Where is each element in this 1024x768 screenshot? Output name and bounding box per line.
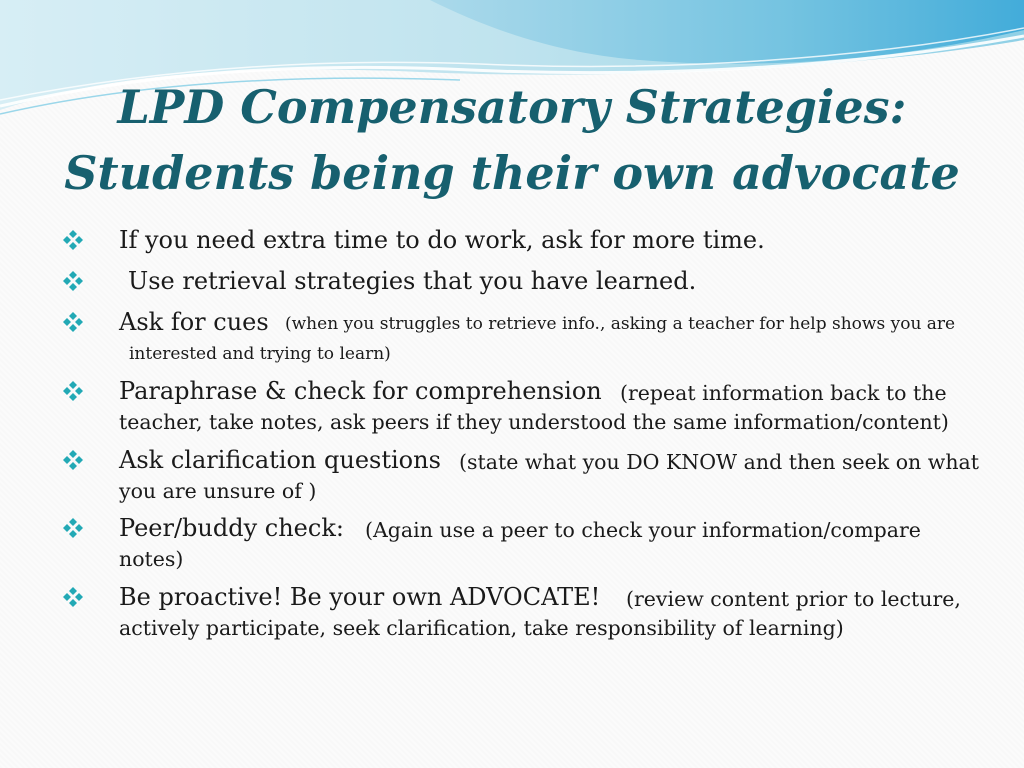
diamond-cluster-bullet-icon [62, 586, 84, 608]
slide-title-line1: LPD Compensatory Strategies: [117, 80, 907, 134]
bullet-1-main: If you need extra time to do work, ask for more time. [119, 226, 765, 254]
bullet-5-detail-cont: you are unsure of ) [119, 479, 317, 503]
bullet-3-detail-cont: interested and trying to learn) [129, 344, 391, 364]
bullet-4-detail-cont: teacher, take notes, ask peers if they understood the same information/content) [119, 410, 949, 434]
slide-title-line2: Students being their own advocate [64, 146, 960, 200]
diamond-cluster-bullet-icon [62, 229, 84, 251]
bullet-4-main: Paraphrase & check for comprehension [119, 377, 602, 405]
diamond-cluster-bullet-icon [62, 380, 84, 402]
bullet-7-detail-cont: actively participate, seek clarification, take responsibility of learning) [119, 616, 844, 640]
bullet-6-detail: (Again use a peer to check your information/compare [365, 518, 921, 542]
bullet-5-detail: (state what you DO KNOW and then seek on what [459, 450, 979, 474]
bullet-7-detail: (review content prior to lecture, [626, 587, 961, 611]
bullet-4-detail: (repeat information back to the [620, 381, 947, 405]
bullet-3-detail: (when you struggles to retrieve info., asking a teacher for help shows you are [285, 314, 956, 334]
bullet-6-detail-cont: notes) [119, 547, 184, 571]
diamond-cluster-bullet-icon [62, 449, 84, 471]
bullet-5-main: Ask clarification questions [119, 446, 441, 474]
bullet-7-main: Be proactive! Be your own ADVOCATE! [119, 583, 601, 611]
bullet-2-main: Use retrieval strategies that you have learned. [128, 267, 697, 295]
bullet-3-main: Ask for cues [119, 308, 269, 336]
diamond-cluster-bullet-icon [62, 270, 84, 292]
bullet-6-main: Peer/buddy check: [119, 514, 344, 542]
diamond-cluster-bullet-icon [62, 311, 84, 333]
diamond-cluster-bullet-icon [62, 517, 84, 539]
